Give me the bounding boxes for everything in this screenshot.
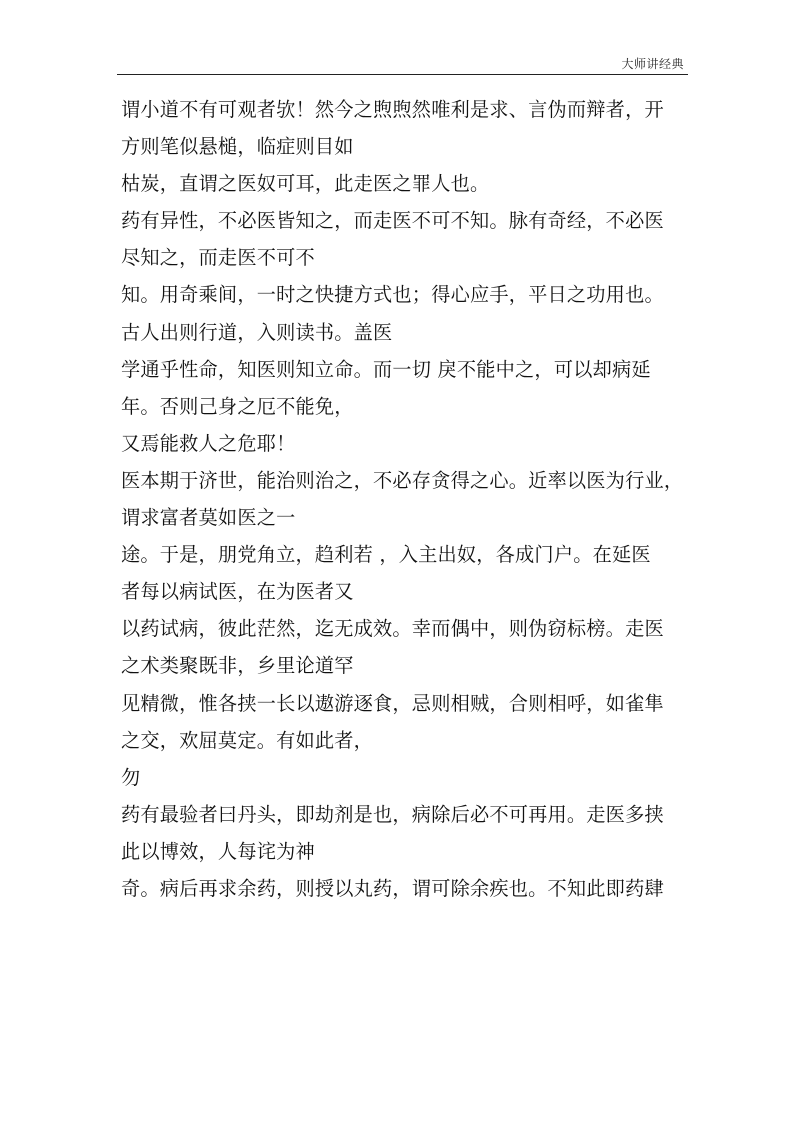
text-line: 勿 [121, 765, 141, 789]
text-line: 之交，欢屈莫定。有如此者， [121, 728, 374, 752]
page-header [117, 52, 688, 75]
text-line: 途。于是，朋党角立，趋利若 ，入主出奴，各成门户。在延医 [121, 543, 651, 567]
text-line: 见精微，惟各挟一长以遨游逐食，忌则相贼，合则相呼，如雀隼 [121, 691, 664, 715]
text-line: 年。否则己身之厄不能免， [121, 394, 354, 418]
text-line: 枯炭，直谓之医奴可耳，此走医之罪人也。 [121, 172, 490, 196]
text-line: 谓小道不有可观者欤！然今之煦煦然唯利是求、言伪而辩者，开 [121, 98, 664, 121]
text-line: 此以博效，人每诧为神 [121, 839, 315, 863]
text-line: 药有最验者曰丹头，即劫剂是也，病除后必不可再用。走医多挟 [121, 802, 664, 826]
text-line: 又焉能救人之危耶！ [121, 431, 296, 455]
text-line: 学通乎性命，知医则知立命。而一切 戾不能中之，可以却病延 [121, 357, 651, 381]
document-body [121, 95, 684, 911]
header-title: 大师讲经典 [621, 57, 684, 71]
text-line: 之术类聚既非，乡里论道罕 [121, 654, 354, 678]
text-line: 知。用奇乘间，一时之快捷方式也；得心应手，平日之功用也。 [121, 283, 664, 307]
text-line: 谓求富者莫如医之一 [121, 506, 296, 530]
text-line: 奇。病后再求余药，则授以丸药，谓可除余疾也。不知此即药肆 [121, 876, 664, 900]
text-line: 尽知之，而走医不可不 [121, 246, 315, 270]
text-line: 者每以病试医，在为医者又 [121, 580, 354, 604]
text-line: 以药试病，彼此茫然，迄无成效。幸而偶中，则伪窃标榜。走医 [121, 617, 664, 641]
text-line: 医本期于济世，能治则治之，不必存贪得之心。近率以医为行业， [121, 468, 684, 492]
text-line: 方则笔似悬槌，临症则目如 [121, 135, 354, 159]
text-line: 古人出则行道，入则读书。盖医 [121, 320, 393, 344]
text-line: 药有异性，不必医皆知之，而走医不可不知。脉有奇经，不必医 [121, 209, 664, 233]
